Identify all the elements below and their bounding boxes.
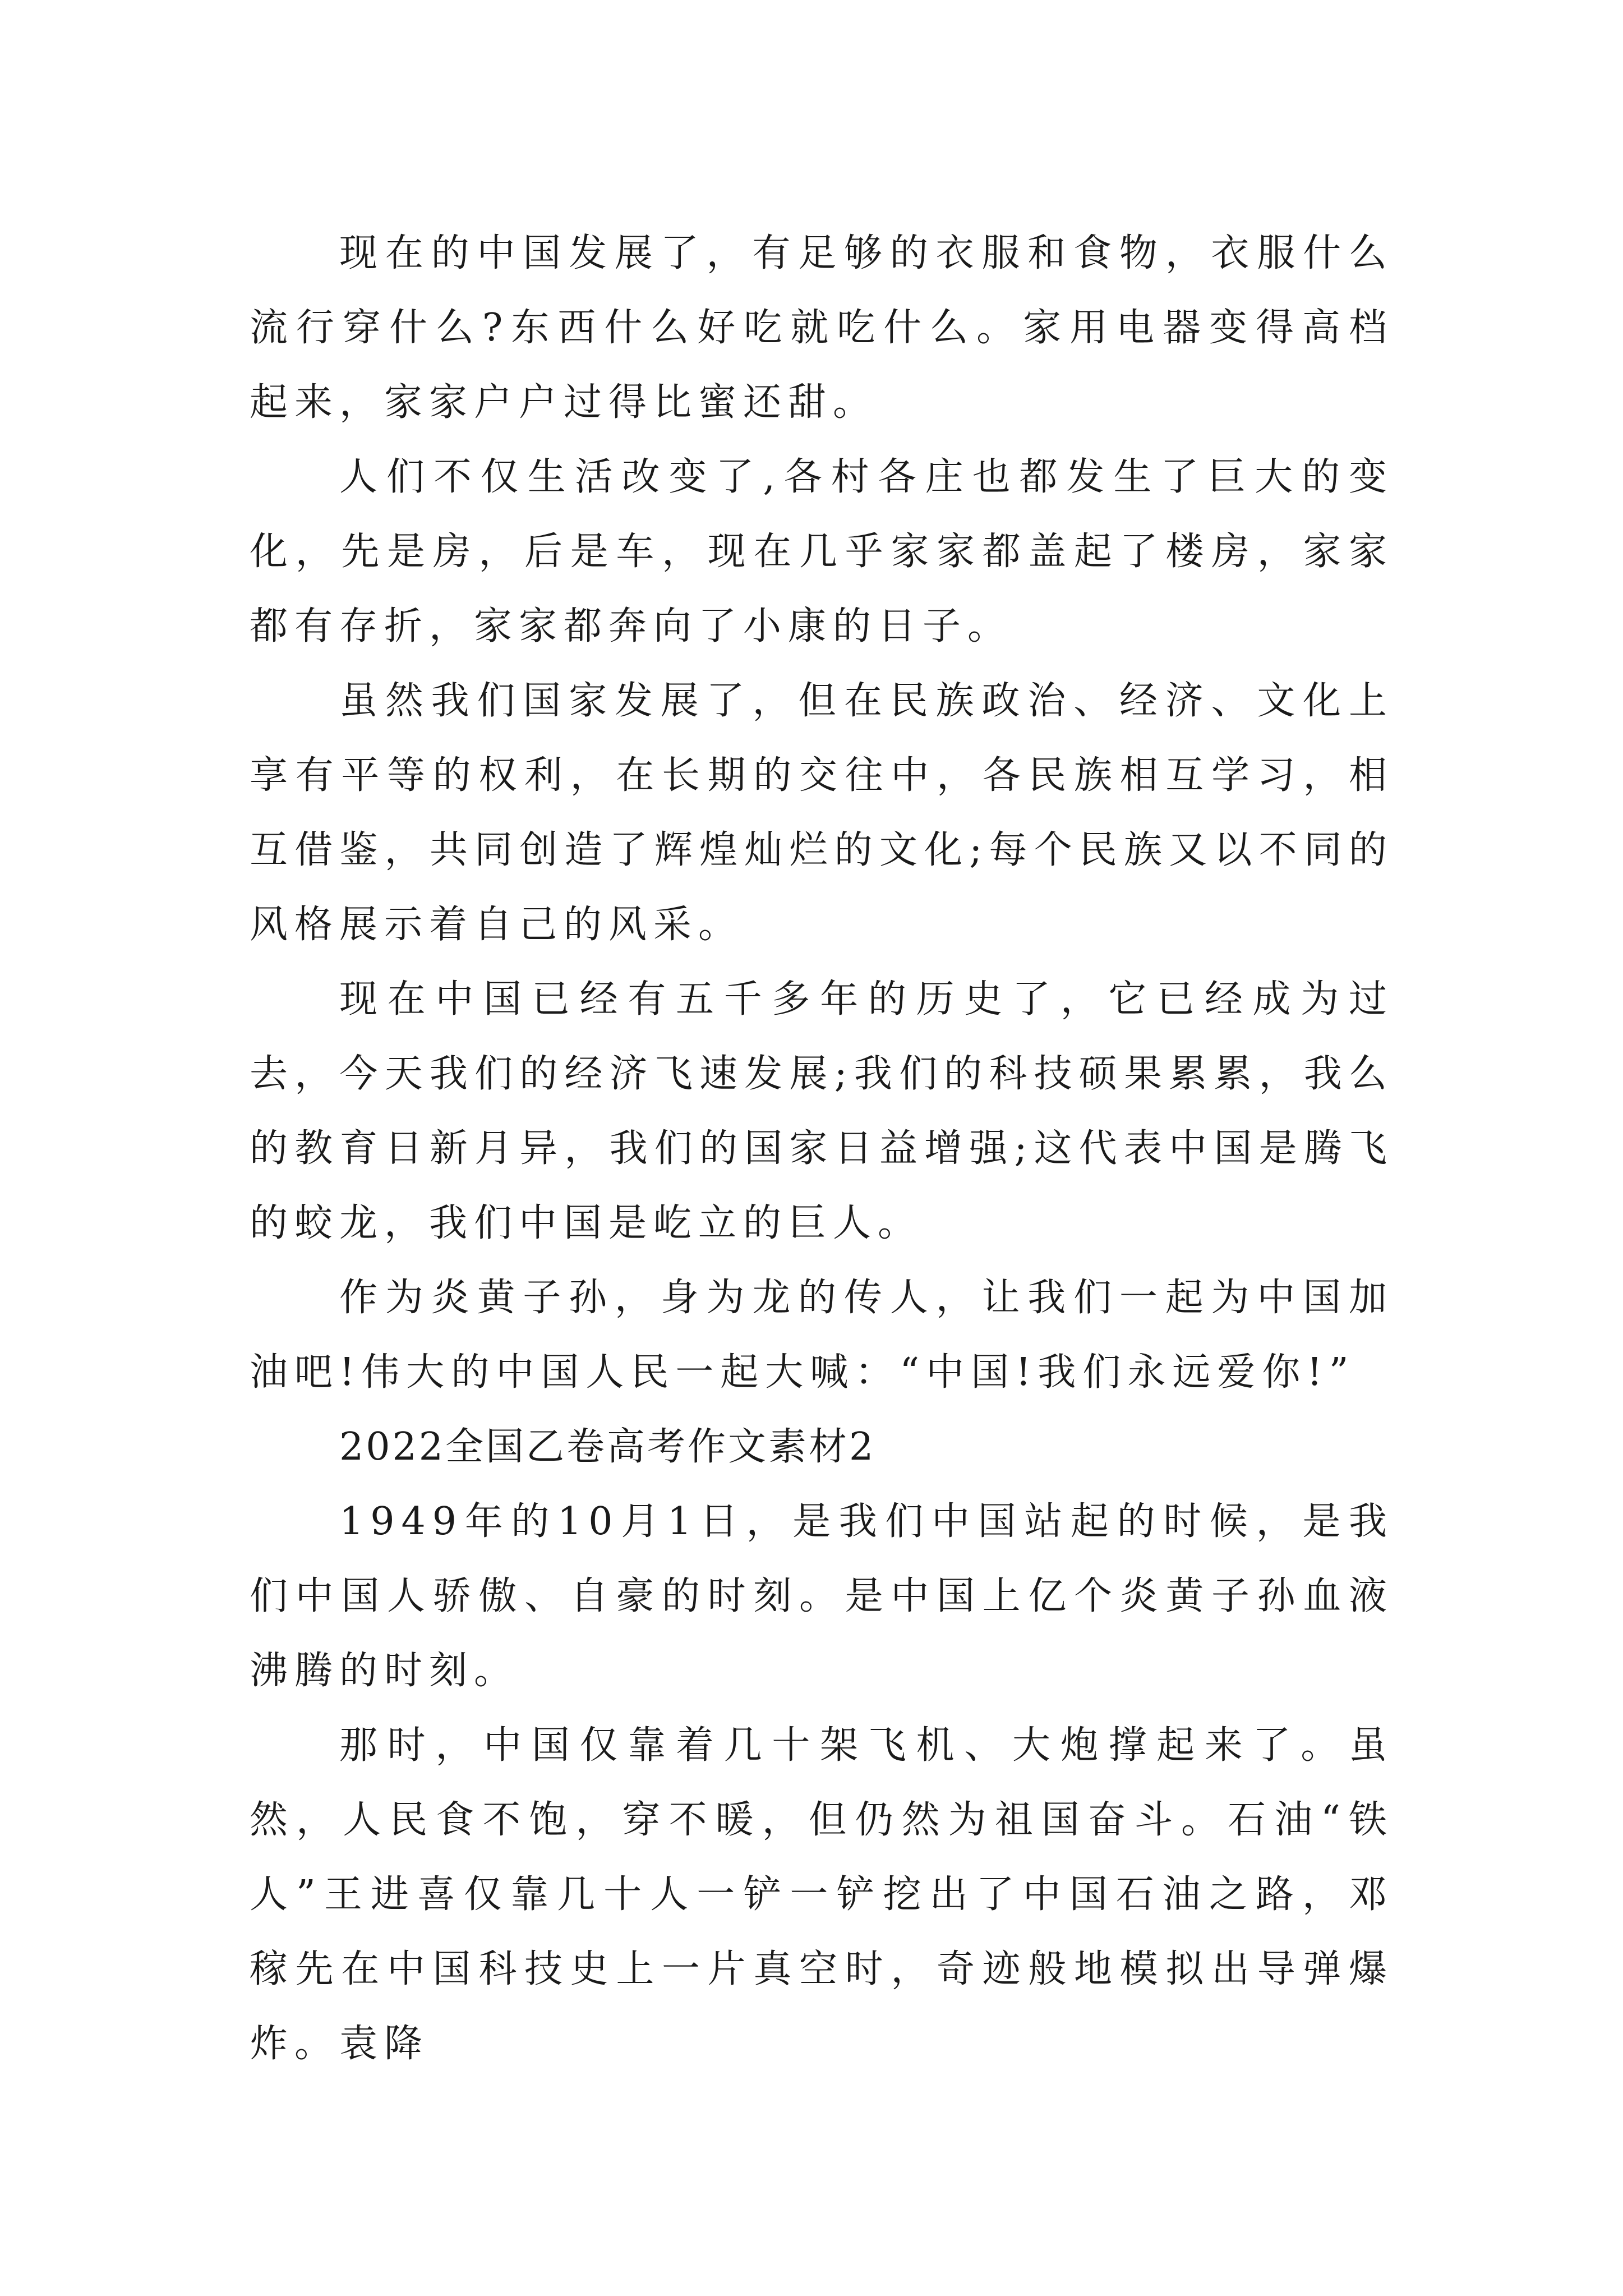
paragraph-1: 现在的中国发展了，有足够的衣服和食物，衣服什么流行穿什么?东西什么好吃就吃什么。家用电器变得高档起来，家家户户过得比蜜还甜。 xyxy=(250,231,1394,425)
paragraph-5: 作为炎黄子孙，身为龙的传人，让我们一起为中国加油吧!伟大的中国人民一起大喊：“中国!我们永远爱你!” xyxy=(250,1276,1394,1395)
paragraph-7: 那时，中国仅靠着几十架飞机、大炮撑起来了。虽然，人民食不饱，穿不暖，但仍然为祖国奋斗。石油“铁人”王进喜仅靠几十人一铲一铲挖出了中国石油之路，邓稼先在中国科技史上一片真空时，奇迹般地模拟出导弹爆炸。袁降 xyxy=(250,1723,1394,2066)
paragraph-2: 人们不仅生活改变了,各村各庄也都发生了巨大的变化，先是房，后是车，现在几乎家家都盖起了楼房，家家都有存折，家家都奔向了小康的日子。 xyxy=(250,455,1394,648)
document-body xyxy=(250,216,1394,2081)
paragraph-3: 虽然我们国家发展了，但在民族政治、经济、文化上享有平等的权利，在长期的交往中，各民族相互学习，相互借鉴，共同创造了辉煌灿烂的文化;每个民族又以不同的风格展示着自己的风采。 xyxy=(250,679,1394,947)
paragraph-4: 现在中国已经有五千多年的历史了，它已经成为过去，今天我们的经济飞速发展;我们的科技硕果累累，我么的教育日新月异，我们的国家日益增强;这代表中国是腾飞的蛟龙，我们中国是屹立的巨人。 xyxy=(250,977,1394,1245)
section-heading: 2022全国乙卷高考作文素材2 xyxy=(339,1425,876,1469)
paragraph-6: 1949年的10月1日，是我们中国站起的时候，是我们中国人骄傲、自豪的时刻。是中国上亿个炎黄子孙血液沸腾的时刻。 xyxy=(250,1499,1394,1693)
